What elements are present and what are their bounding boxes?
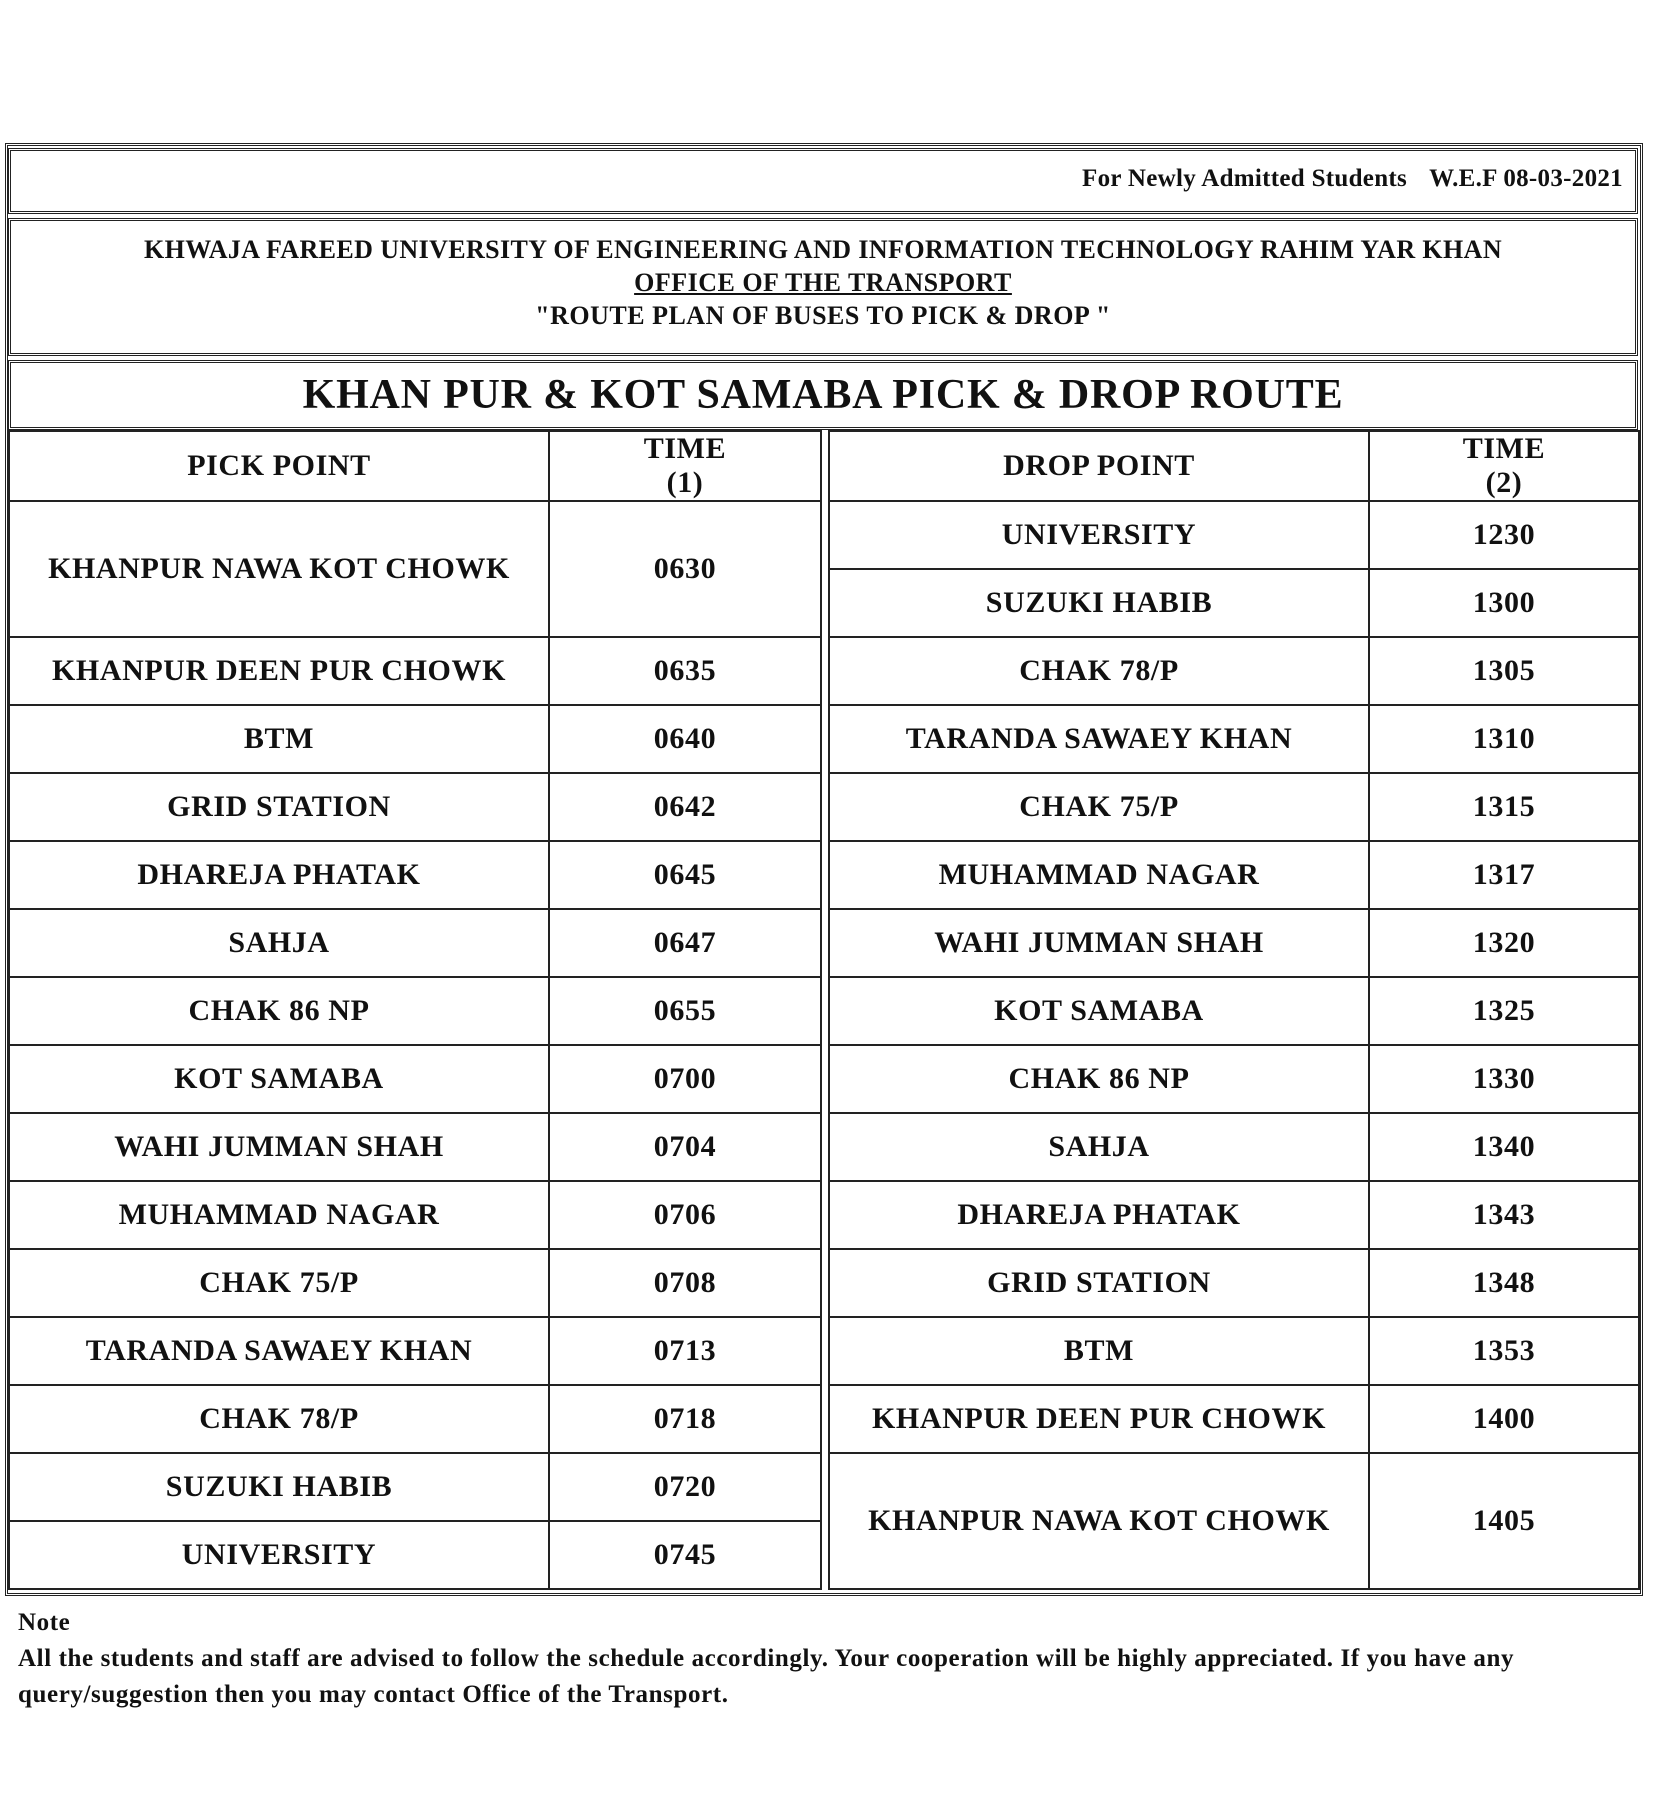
drop-time-cell: 1343 xyxy=(1369,1181,1639,1249)
route-plan-title: "ROUTE PLAN OF BUSES TO PICK & DROP " xyxy=(535,301,1111,330)
pick-point-cell: CHAK 78/P xyxy=(9,1385,549,1453)
drop-time-cell: 1300 xyxy=(1369,569,1639,637)
pick-time-cell: 0642 xyxy=(549,773,821,841)
pick-time-cell: 0718 xyxy=(549,1385,821,1453)
drop-point-cell: CHAK 75/P xyxy=(829,773,1369,841)
pick-time-cell: 0713 xyxy=(549,1317,821,1385)
time1-sub: (1) xyxy=(666,466,704,499)
time2-header xyxy=(1369,431,1639,501)
drop-point-cell: UNIVERSITY xyxy=(829,501,1369,569)
drop-time-cell: 1230 xyxy=(1369,501,1639,569)
pick-time-cell: 0645 xyxy=(549,841,821,909)
time1-label: TIME xyxy=(643,432,727,465)
drop-point-cell: MUHAMMAD NAGAR xyxy=(829,841,1369,909)
time2-sub: (2) xyxy=(1485,466,1523,499)
wef-line xyxy=(1082,165,1623,193)
drop-time-cell: 1325 xyxy=(1369,977,1639,1045)
pick-point-cell: GRID STATION xyxy=(9,773,549,841)
effective-date: W.E.F 08-03-2021 xyxy=(1429,165,1623,192)
drop-time-cell: 1400 xyxy=(1369,1385,1639,1453)
drop-point-cell: GRID STATION xyxy=(829,1249,1369,1317)
pick-point-cell: CHAK 75/P xyxy=(9,1249,549,1317)
pick-point-cell: KHANPUR NAWA KOT CHOWK xyxy=(9,501,549,637)
wef-box xyxy=(8,148,1638,214)
note-text: All the students and staff are advised to follow the schedule accordingly. Your cooperation will be highly appreciated. If you have any query/suggestion then you may contact Office of the Transport. xyxy=(18,1645,1515,1708)
route-title-box xyxy=(8,360,1638,430)
drop-point-cell: WAHI JUMMAN SHAH xyxy=(829,909,1369,977)
time1-header xyxy=(549,431,821,501)
drop-time-cell: 1310 xyxy=(1369,705,1639,773)
pick-point-cell: BTM xyxy=(9,705,549,773)
note-title: Note xyxy=(18,1609,71,1636)
drop-point-cell: KOT SAMABA xyxy=(829,977,1369,1045)
schedule-table xyxy=(8,430,1640,1590)
pick-time-cell: 0720 xyxy=(549,1453,821,1521)
header-row xyxy=(9,431,1639,501)
drop-point-cell: SAHJA xyxy=(829,1113,1369,1181)
column-separator xyxy=(821,501,829,1521)
drop-point-cell: BTM xyxy=(829,1317,1369,1385)
pick-point-header: PICK POINT xyxy=(9,431,549,501)
pick-time-cell: 0745 xyxy=(549,1521,821,1589)
office-name: OFFICE OF THE TRANSPORT xyxy=(634,268,1012,297)
pick-time-cell: 0630 xyxy=(549,501,821,637)
university-name: KHWAJA FAREED UNIVERSITY OF ENGINEERING AND INFORMATION TECHNOLOGY RAHIM YAR KHAN xyxy=(143,235,1503,264)
pick-time-cell: 0708 xyxy=(549,1249,821,1317)
drop-time-cell: 1348 xyxy=(1369,1249,1639,1317)
schedule-table-wrap xyxy=(8,430,1640,1590)
pick-point-cell: SAHJA xyxy=(9,909,549,977)
pick-point-cell: SUZUKI HABIB xyxy=(9,1453,549,1521)
drop-time-cell: 1317 xyxy=(1369,841,1639,909)
pick-time-cell: 0706 xyxy=(549,1181,821,1249)
pick-point-cell: TARANDA SAWAEY KHAN xyxy=(9,1317,549,1385)
header-box xyxy=(8,218,1638,356)
drop-point-cell: SUZUKI HABIB xyxy=(829,569,1369,637)
pick-point-cell: CHAK 86 NP xyxy=(9,977,549,1045)
pick-time-cell: 0647 xyxy=(549,909,821,977)
pick-point-cell: DHAREJA PHATAK xyxy=(9,841,549,909)
drop-point-cell: KHANPUR DEEN PUR CHOWK xyxy=(829,1385,1369,1453)
column-separator xyxy=(821,431,829,501)
pick-point-cell: KOT SAMABA xyxy=(9,1045,549,1113)
drop-time-cell: 1340 xyxy=(1369,1113,1639,1181)
drop-point-cell: CHAK 78/P xyxy=(829,637,1369,705)
drop-point-cell: CHAK 86 NP xyxy=(829,1045,1369,1113)
route-title: KHAN PUR & KOT SAMABA PICK & DROP ROUTE xyxy=(302,372,1344,418)
note-section xyxy=(18,1605,1638,1713)
drop-time-cell: 1320 xyxy=(1369,909,1639,977)
drop-time-cell: 1330 xyxy=(1369,1045,1639,1113)
drop-point-cell: TARANDA SAWAEY KHAN xyxy=(829,705,1369,773)
pick-point-cell: MUHAMMAD NAGAR xyxy=(9,1181,549,1249)
drop-point-header: DROP POINT xyxy=(829,431,1369,501)
audience-text: For Newly Admitted Students xyxy=(1082,165,1408,192)
pick-time-cell: 0655 xyxy=(549,977,821,1045)
drop-point-cell: KHANPUR NAWA KOT CHOWK xyxy=(829,1453,1369,1589)
time2-label: TIME xyxy=(1462,432,1546,465)
drop-time-cell: 1305 xyxy=(1369,637,1639,705)
pick-point-cell: UNIVERSITY xyxy=(9,1521,549,1589)
drop-time-cell: 1315 xyxy=(1369,773,1639,841)
drop-time-cell: 1405 xyxy=(1369,1453,1639,1589)
pick-time-cell: 0700 xyxy=(549,1045,821,1113)
pick-point-cell: WAHI JUMMAN SHAH xyxy=(9,1113,549,1181)
drop-time-cell: 1353 xyxy=(1369,1317,1639,1385)
drop-point-cell: DHAREJA PHATAK xyxy=(829,1181,1369,1249)
table-row xyxy=(9,501,1639,569)
pick-time-cell: 0704 xyxy=(549,1113,821,1181)
pick-point-cell: KHANPUR DEEN PUR CHOWK xyxy=(9,637,549,705)
pick-time-cell: 0640 xyxy=(549,705,821,773)
pick-time-cell: 0635 xyxy=(549,637,821,705)
